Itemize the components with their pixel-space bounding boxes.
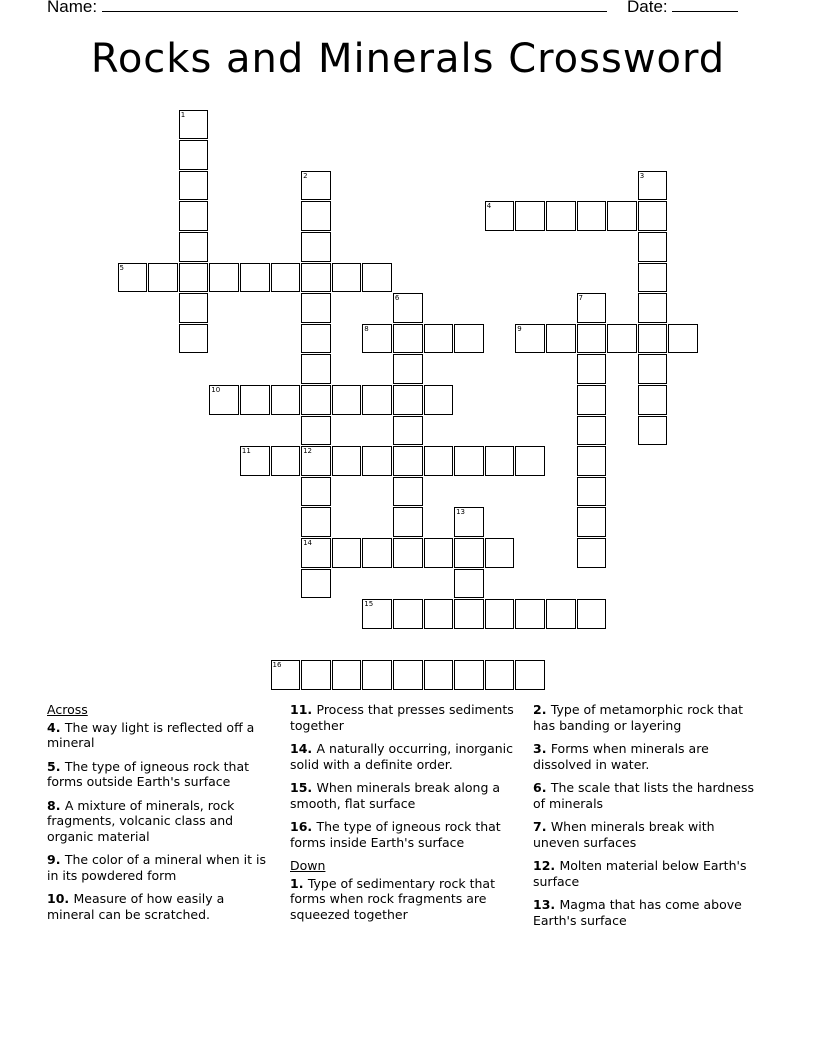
clue-text: The type of igneous rock that forms outside Earth's surface xyxy=(47,758,250,789)
clue-text: Measure of how easily a mineral can be scratched. xyxy=(47,891,225,922)
grid-cell[interactable] xyxy=(301,171,331,201)
grid-cell[interactable] xyxy=(179,171,209,201)
grid-cell[interactable] xyxy=(301,201,331,231)
grid-cell[interactable] xyxy=(546,599,576,629)
grid-cell[interactable] xyxy=(362,599,392,629)
grid-cell[interactable] xyxy=(179,110,209,140)
grid-cell[interactable] xyxy=(301,324,331,354)
grid-cell[interactable] xyxy=(607,201,637,231)
clue-text: Process that presses sediments together xyxy=(290,702,514,733)
grid-cell[interactable] xyxy=(271,385,301,415)
clue-number: 4 xyxy=(486,202,492,211)
grid-cell[interactable] xyxy=(638,263,668,293)
clue-text: The scale that lists the hardness of minerals xyxy=(533,780,754,811)
name-label: Name: xyxy=(47,0,98,16)
grid-cell[interactable] xyxy=(668,324,698,354)
clue-number-label: 11. xyxy=(290,702,317,717)
clue-number-label: 2. xyxy=(533,702,551,717)
clue-number-label: 8. xyxy=(47,797,65,813)
grid-cell[interactable] xyxy=(271,263,301,293)
clue-number: 14 xyxy=(303,538,313,547)
grid-cell[interactable] xyxy=(515,660,545,690)
clue-number: 1 xyxy=(180,110,186,119)
grid-cell[interactable] xyxy=(424,385,454,415)
grid-cell[interactable] xyxy=(240,385,270,415)
grid-cell[interactable] xyxy=(301,293,331,323)
grid-cell[interactable] xyxy=(515,599,545,629)
grid-cell[interactable] xyxy=(485,201,515,231)
grid-cell[interactable] xyxy=(485,599,515,629)
clue-item xyxy=(533,819,763,850)
clue-item xyxy=(47,798,275,845)
grid-cell[interactable] xyxy=(546,324,576,354)
grid-cell[interactable] xyxy=(393,354,423,384)
grid-cell[interactable] xyxy=(332,446,362,476)
grid-cell[interactable] xyxy=(301,569,331,599)
grid-cell[interactable] xyxy=(362,385,392,415)
grid-cell[interactable] xyxy=(301,416,331,446)
grid-cell[interactable] xyxy=(638,293,668,323)
grid-cell[interactable] xyxy=(240,446,270,476)
clue-item xyxy=(290,876,522,923)
grid-cell[interactable] xyxy=(332,385,362,415)
grid-cell[interactable] xyxy=(424,324,454,354)
clue-number: 3 xyxy=(639,171,645,180)
grid-cell[interactable] xyxy=(332,263,362,293)
grid-cell[interactable] xyxy=(301,385,331,415)
grid-cell[interactable] xyxy=(454,660,484,690)
grid-cell[interactable] xyxy=(240,263,270,293)
grid-cell[interactable] xyxy=(577,416,607,446)
clues-column-2 xyxy=(290,702,522,930)
clue-number: 15 xyxy=(364,600,374,609)
clue-item xyxy=(533,858,763,889)
grid-cell[interactable] xyxy=(393,538,423,568)
grid-cell[interactable] xyxy=(362,324,392,354)
grid-cell[interactable] xyxy=(301,660,331,690)
clue-number-label: 16. xyxy=(290,819,317,834)
clue-number-label: 10. xyxy=(47,891,74,906)
grid-cell[interactable] xyxy=(577,599,607,629)
grid-cell[interactable] xyxy=(179,201,209,231)
down-heading: Down xyxy=(290,858,326,873)
clue-item xyxy=(533,741,763,772)
grid-cell[interactable] xyxy=(454,538,484,568)
clue-item xyxy=(47,720,275,751)
grid-cell[interactable] xyxy=(393,599,423,629)
clue-number: 16 xyxy=(272,661,282,670)
grid-cell[interactable] xyxy=(393,324,423,354)
grid-cell[interactable] xyxy=(638,201,668,231)
clue-text: A mixture of minerals, rock fragments, volcanic class and organic material xyxy=(47,797,235,844)
clue-number-label: 9. xyxy=(47,852,65,867)
clue-number-label: 13. xyxy=(533,897,560,912)
grid-cell[interactable] xyxy=(424,446,454,476)
grid-cell[interactable] xyxy=(362,446,392,476)
grid-cell[interactable] xyxy=(393,293,423,323)
clue-item xyxy=(47,759,275,790)
grid-cell[interactable] xyxy=(332,660,362,690)
grid-cell[interactable] xyxy=(271,446,301,476)
grid-cell[interactable] xyxy=(638,324,668,354)
clue-item xyxy=(533,702,763,733)
grid-cell[interactable] xyxy=(362,660,392,690)
grid-cell[interactable] xyxy=(209,263,239,293)
grid-cell[interactable] xyxy=(577,354,607,384)
grid-cell[interactable] xyxy=(301,232,331,262)
grid-cell[interactable] xyxy=(577,446,607,476)
grid-cell[interactable] xyxy=(179,140,209,170)
clue-number: 5 xyxy=(119,263,124,272)
grid-cell[interactable] xyxy=(485,538,515,568)
clues-column-1 xyxy=(47,702,275,930)
clue-text: A naturally occurring, inorganic solid with a definite order. xyxy=(290,741,514,772)
grid-cell[interactable] xyxy=(485,660,515,690)
grid-cell[interactable] xyxy=(424,660,454,690)
grid-cell[interactable] xyxy=(393,507,423,537)
grid-cell[interactable] xyxy=(577,538,607,568)
clue-item xyxy=(290,780,522,811)
clue-text: Molten material below Earth's surface xyxy=(533,858,747,889)
grid-cell[interactable] xyxy=(332,538,362,568)
grid-cell[interactable] xyxy=(577,477,607,507)
grid-cell[interactable] xyxy=(209,385,239,415)
grid-cell[interactable] xyxy=(454,569,484,599)
clue-number: 7 xyxy=(578,294,583,303)
across-heading: Across xyxy=(47,702,88,717)
clue-number-label: 1. xyxy=(290,875,308,891)
grid-cell[interactable] xyxy=(546,201,576,231)
grid-cell[interactable] xyxy=(179,293,209,323)
grid-cell[interactable] xyxy=(393,416,423,446)
clue-item xyxy=(47,891,275,922)
grid-cell[interactable] xyxy=(638,354,668,384)
clue-item xyxy=(533,780,763,811)
clue-text: The color of a mineral when it is in its powdered form xyxy=(47,852,267,883)
clue-number: 11 xyxy=(241,447,251,456)
grid-cell[interactable] xyxy=(362,538,392,568)
clue-item xyxy=(533,897,763,928)
clue-item xyxy=(290,819,522,850)
grid-cell[interactable] xyxy=(577,324,607,354)
grid-cell[interactable] xyxy=(301,354,331,384)
grid-cell[interactable] xyxy=(454,599,484,629)
clue-text: The type of igneous rock that forms inside Earth's surface xyxy=(290,819,501,850)
grid-cell[interactable] xyxy=(393,660,423,690)
grid-cell[interactable] xyxy=(179,232,209,262)
grid-cell[interactable] xyxy=(454,507,484,537)
grid-cell[interactable] xyxy=(393,385,423,415)
clue-number: 9 xyxy=(517,324,522,333)
clue-text: Type of sedimentary rock that forms when rock fragments are squeezed together xyxy=(290,875,495,922)
clue-number-label: 5. xyxy=(47,758,65,774)
grid-cell[interactable] xyxy=(577,507,607,537)
grid-cell[interactable] xyxy=(301,263,331,293)
grid-cell[interactable] xyxy=(515,201,545,231)
grid-cell[interactable] xyxy=(179,263,209,293)
clue-text: When minerals break with uneven surfaces xyxy=(533,819,715,850)
clue-number-label: 7. xyxy=(533,819,551,834)
date-label: Date: xyxy=(627,0,668,16)
clue-item xyxy=(290,702,522,733)
clue-number: 2 xyxy=(303,171,308,180)
grid-cell[interactable] xyxy=(271,660,301,690)
grid-cell[interactable] xyxy=(148,263,178,293)
grid-cell[interactable] xyxy=(515,324,545,354)
grid-cell[interactable] xyxy=(301,446,331,476)
clue-number: 13 xyxy=(456,508,466,517)
grid-cell[interactable] xyxy=(577,385,607,415)
grid-cell[interactable] xyxy=(638,385,668,415)
clue-number: 8 xyxy=(364,324,369,333)
clue-item xyxy=(47,852,275,883)
clue-number-label: 12. xyxy=(533,858,560,873)
grid-cell[interactable] xyxy=(362,263,392,293)
grid-cell[interactable] xyxy=(118,263,148,293)
clue-text: Forms when minerals are dissolved in water. xyxy=(533,741,709,772)
clue-number-label: 6. xyxy=(533,780,551,795)
grid-cell[interactable] xyxy=(638,171,668,201)
grid-cell[interactable] xyxy=(515,446,545,476)
clues-column-3 xyxy=(533,702,763,936)
grid-cell[interactable] xyxy=(454,446,484,476)
grid-cell[interactable] xyxy=(301,477,331,507)
grid-cell[interactable] xyxy=(577,201,607,231)
grid-cell[interactable] xyxy=(424,599,454,629)
grid-cell[interactable] xyxy=(607,324,637,354)
clue-text: When minerals break along a smooth, flat surface xyxy=(290,780,501,811)
clue-number: 10 xyxy=(211,385,221,394)
clue-number: 6 xyxy=(394,294,400,303)
grid-cell[interactable] xyxy=(424,538,454,568)
grid-cell[interactable] xyxy=(485,446,515,476)
grid-cell[interactable] xyxy=(638,416,668,446)
grid-cell[interactable] xyxy=(577,293,607,323)
clue-text: Type of metamorphic rock that has banding or layering xyxy=(533,702,744,733)
grid-cell[interactable] xyxy=(301,507,331,537)
page-title: Rocks and Minerals Crossword xyxy=(90,36,726,82)
clue-number: 12 xyxy=(303,447,313,456)
clue-item xyxy=(290,741,522,772)
clue-text: Magma that has come above Earth's surface xyxy=(533,897,742,928)
grid-cell[interactable] xyxy=(301,538,331,568)
grid-cell[interactable] xyxy=(454,324,484,354)
clue-number-label: 3. xyxy=(533,741,551,756)
grid-cell[interactable] xyxy=(393,446,423,476)
grid-cell[interactable] xyxy=(393,477,423,507)
clue-text: The way light is reflected off a mineral xyxy=(47,719,255,750)
grid-cell[interactable] xyxy=(638,232,668,262)
clue-number-label: 4. xyxy=(47,719,65,735)
clue-number-label: 14. xyxy=(290,741,317,756)
clue-number-label: 15. xyxy=(290,780,317,795)
grid-cell[interactable] xyxy=(179,324,209,354)
